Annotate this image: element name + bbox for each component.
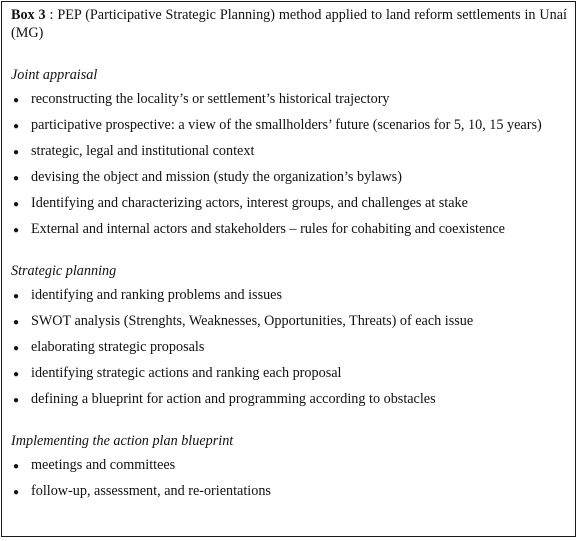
list-item — [11, 390, 567, 416]
bullet-icon: ● — [13, 343, 20, 354]
list-item — [11, 482, 567, 508]
section — [11, 262, 567, 416]
section-heading: Implementing the action plan blueprint — [11, 433, 234, 449]
bullet-icon: ● — [13, 291, 20, 302]
list-item-text: follow-up, assessment, and re-orientations — [31, 483, 271, 499]
bullet-icon: ● — [13, 369, 20, 380]
box-label: Box 3 — [11, 7, 46, 23]
box-title-text: : PEP (Participative Strategic Planning) method applied to land reform settlements in Unaí (MG) — [11, 7, 567, 41]
bullet-icon: ● — [13, 95, 20, 106]
list-item — [11, 286, 567, 312]
list-item — [11, 116, 567, 142]
list-item-text: identifying and ranking problems and issues — [31, 287, 282, 303]
list-item-text: reconstructing the locality’s or settlement’s historical trajectory — [31, 91, 390, 107]
sections-container — [11, 66, 567, 508]
section — [11, 432, 567, 508]
list-item — [11, 168, 567, 194]
list-item — [11, 220, 567, 246]
section — [11, 66, 567, 246]
list-item — [11, 142, 567, 168]
list-item-text: elaborating strategic proposals — [31, 339, 205, 355]
bullet-icon: ● — [13, 487, 20, 498]
list-item — [11, 456, 567, 482]
list-item-text: Identifying and characterizing actors, interest groups, and challenges at stake — [31, 195, 468, 211]
list-item-text: SWOT analysis (Strenghts, Weaknesses, Opportunities, Threats) of each issue — [31, 313, 474, 329]
bullet-icon: ● — [13, 173, 20, 184]
bullet-icon: ● — [13, 317, 20, 328]
section-heading: Joint appraisal — [11, 67, 98, 83]
list-item-text: participative prospective: a view of the smallholders’ future (scenarios for 5, 10, 15 years) — [31, 117, 542, 133]
list-item-text: devising the object and mission (study the organization’s bylaws) — [31, 169, 402, 185]
text-box — [1, 1, 576, 537]
section-heading: Strategic planning — [11, 263, 117, 279]
bullet-icon: ● — [13, 121, 20, 132]
list-item — [11, 338, 567, 364]
list-item-text: strategic, legal and institutional context — [31, 143, 255, 159]
section-spacer — [11, 246, 567, 262]
bullet-icon: ● — [13, 395, 20, 406]
list-item — [11, 90, 567, 116]
list-item — [11, 364, 567, 390]
bullet-icon: ● — [13, 461, 20, 472]
list-item-text: defining a blueprint for action and programming according to obstacles — [31, 391, 436, 407]
section-spacer — [11, 416, 567, 432]
list-item-text: meetings and committees — [31, 457, 176, 473]
list-item — [11, 194, 567, 220]
bullet-icon: ● — [13, 199, 20, 210]
list-item-text: External and internal actors and stakeholders – rules for cohabiting and coexistence — [31, 221, 505, 237]
list-item — [11, 312, 567, 338]
list-item-text: identifying strategic actions and ranking each proposal — [31, 365, 342, 381]
bullet-icon: ● — [13, 225, 20, 236]
bullet-icon: ● — [13, 147, 20, 158]
box-title — [11, 6, 567, 42]
